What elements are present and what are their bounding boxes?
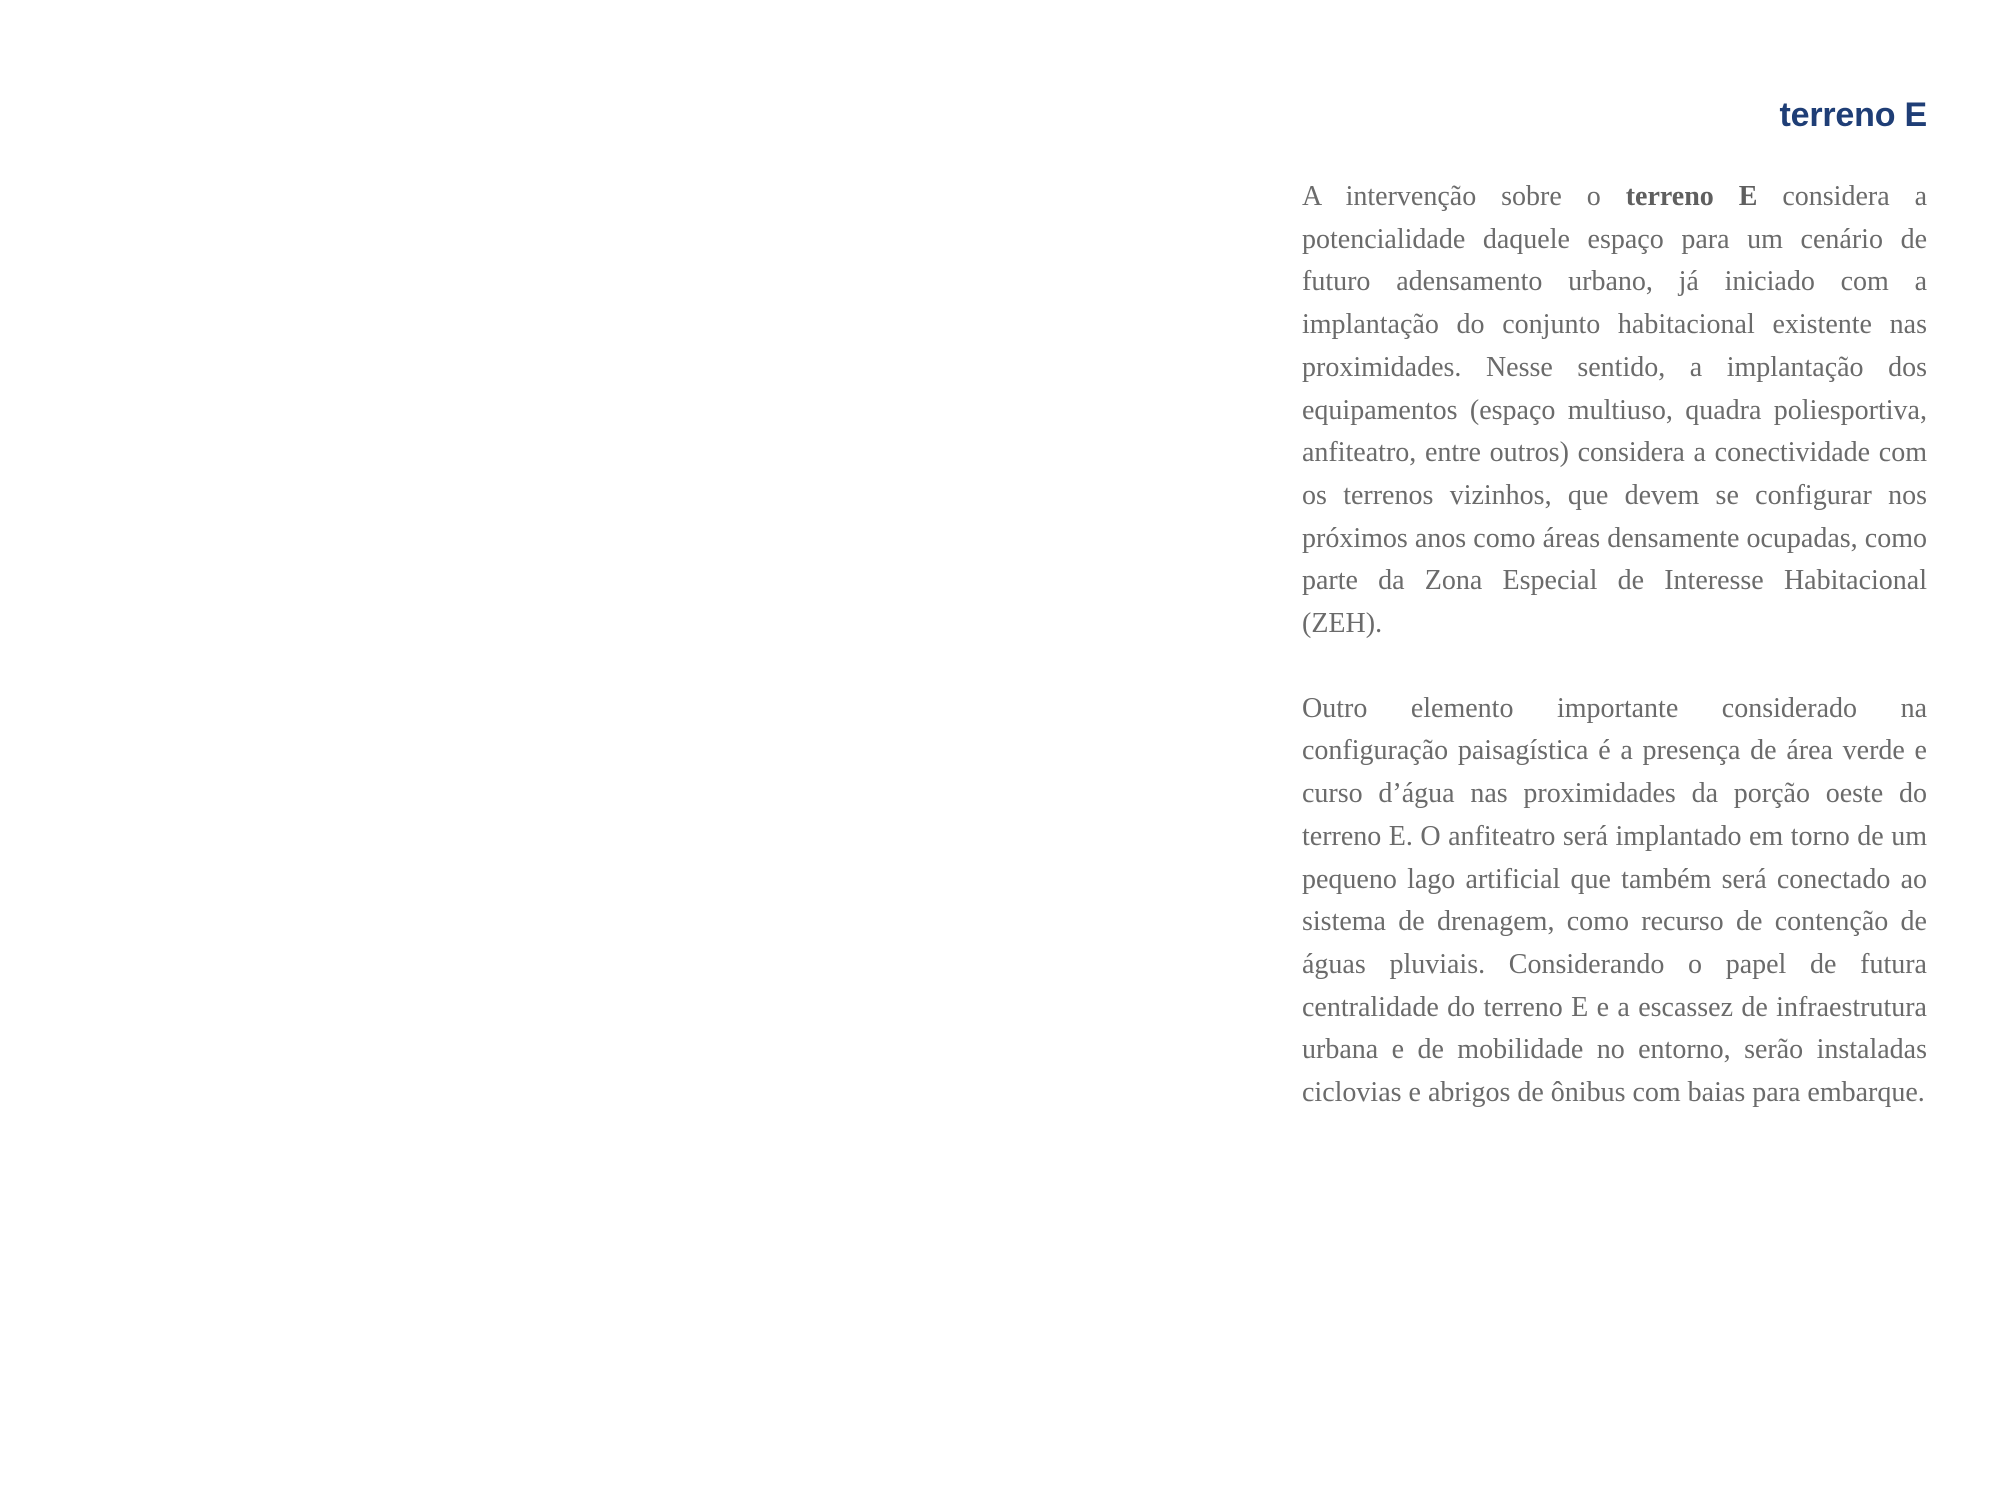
paragraph-intro-bold-term: terreno E	[1625, 181, 1758, 212]
page-title: terreno E	[1779, 96, 1927, 134]
paragraph-intro-body: considera a potencialidade daquele espaço para um cenário de futuro adensamento urbano, já iniciado com a implantação do conjunto habitacional existente nas proximidades. Nesse sentido, a implantação dos equipamentos (espaço multiuso, quadra poliesportiva, anfiteatro, entre outros) considera a conectividade com os terrenos vizinhos, que devem se configurar nos próximos anos como áreas densamente ocupadas, como parte da Zona Especial de Interesse Habitacional (ZEH).	[1302, 181, 1927, 640]
paragraph-intro	[1302, 176, 1927, 646]
paragraph-intro-lead: A intervenção sobre o	[1302, 181, 1626, 212]
text-column	[1302, 88, 1927, 1115]
paragraph-landscape: Outro elemento importante considerado na configuração paisagística é a presença de área verde e curso d’água nas proximidades da porção oeste do terreno E. O anfiteatro será implantado em torno de um pequeno lago artificial que também será conectado ao sistema de drenagem, como recurso de contenção de águas pluviais. Considerando o papel de futura centralidade do terreno E e a escassez de infraestrutura urbana e de mobilidade no entorno, serão instaladas ciclovias e abrigos de ônibus com baias para embarque.	[1302, 692, 1927, 1109]
